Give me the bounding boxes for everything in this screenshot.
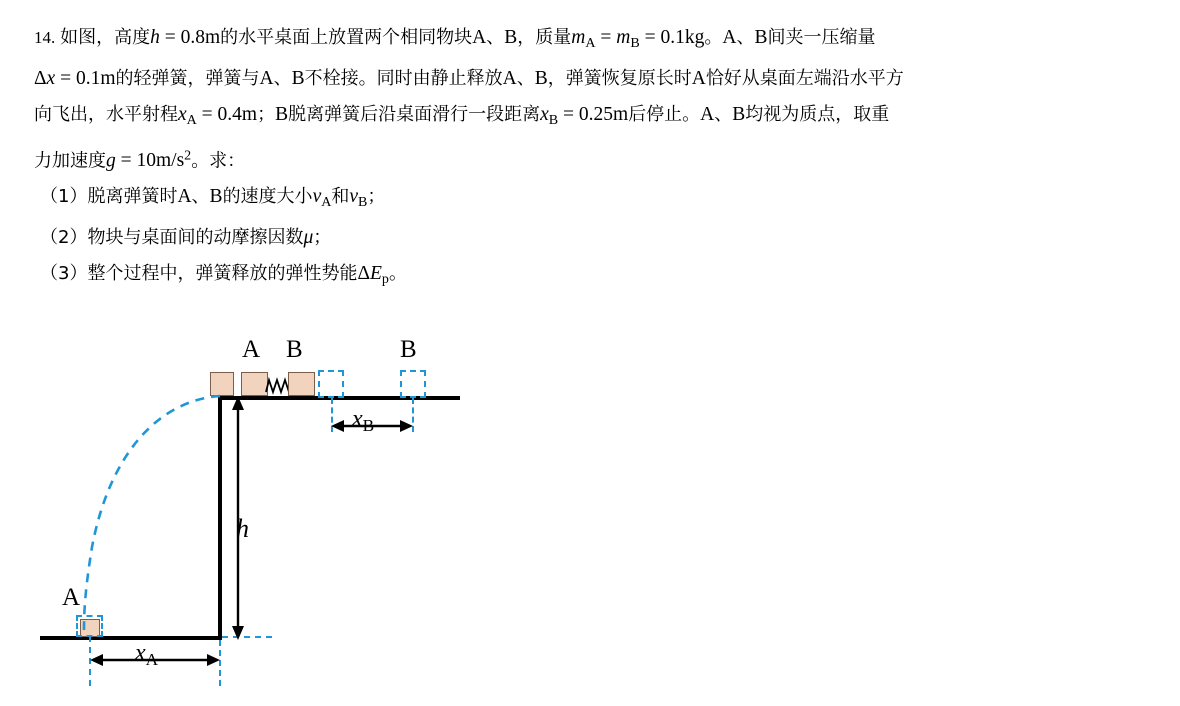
label-B-top: B — [286, 336, 303, 363]
problem-statement — [34, 20, 1162, 297]
problem-line-4: 力加速度$g = 10m/s^2$。求： — [34, 147, 246, 172]
block-B-ghost-start — [318, 370, 344, 398]
label-A-top: A — [242, 336, 261, 363]
physics-diagram — [0, 336, 1180, 706]
problem-line-2: Δx = 0.1m的轻弹簧，弹簧与A、B不栓接。同时由静止释放A、B，弹簧恢复原长时A恰好从桌面左端沿水平方 — [34, 67, 904, 89]
trajectory-curve — [40, 372, 300, 642]
block-B-ghost-final — [400, 370, 426, 398]
label-B-ghost: B — [400, 336, 417, 363]
problem-line-1: 14. 如图，高度h = 0.8m的水平桌面上放置两个相同物块A、B，质量$m_A = m_B = 0.1kg$。A、B间夹一压缩量 — [34, 27, 876, 51]
problem-number: 14. — [34, 28, 56, 47]
label-xA: $x_A$ — [135, 640, 159, 669]
problem-line-3: 向飞出，水平射程$x_A = 0.4m$；B脱离弹簧后沿桌面滑行一段距离$x_B = 0.25m$后停止。A、B均视为质点，取重 — [34, 103, 890, 128]
label-height-h: h — [236, 514, 249, 543]
sub-question-2: （2）物块与桌面间的动摩擦因数μ； — [40, 227, 332, 249]
sub-question-3: （3）整个过程中，弹簧释放的弹性势能$\Delta E_p$。 — [40, 263, 407, 287]
sub-question-1: （1）脱离弹簧时A、B的速度大小$v_A$和$v_B$； — [40, 186, 386, 211]
label-A-bottom: A — [62, 584, 81, 611]
label-xB: $x_B$ — [352, 406, 375, 435]
